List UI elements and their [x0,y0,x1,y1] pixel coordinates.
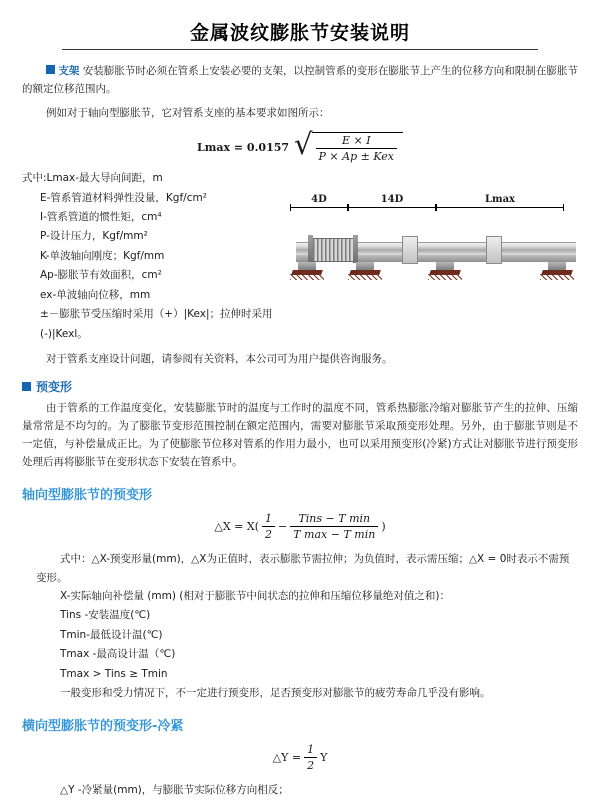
page-title: 金属波纹膨胀节安装说明 [189,22,410,44]
axial-formula-temp-ratio: $\frac{\text{Tins − T min}}{\text{T max − T min}}$ [290,512,378,541]
blue-square-icon [22,382,31,391]
title-divider [62,49,538,50]
definition-item: K-单波轴向刚度；Kgf/mm [40,249,165,262]
blue-square-icon [46,65,55,74]
axial-formula-half: $\frac{1}{2}$ [262,512,275,541]
guide-support-2 [486,236,502,264]
axial-note-5: Tmax -最高设计温（℃) [60,648,176,661]
flange-left [308,235,313,263]
predeform-section-heading: 预变形 [36,379,73,394]
anchor-support-1 [292,262,322,280]
axial-note-3: Tins -安装温度(℃) [60,609,151,622]
anchor-support-2 [350,262,380,280]
lateral-formula-rhs: Y [320,751,328,765]
bracket-section-paragraph-1 [22,62,578,98]
anchor-support-3 [430,262,460,280]
guide-support-1 [402,236,418,264]
bracket-paragraph-1-text: 安装膨胀节时必须在管系上安装必要的支架，以控制管系的变形在膨胀节上产生的位移方向和限制在膨胀节的额定位移范围内。 [22,65,578,96]
bracket-paragraph-2: 例如对于轴向型膨胀节，它对管系支座的基本要求如图所示： [46,107,330,120]
bracket-closing-text: 对于管系支座设计问题，请参阅有关资料，本公司可为用户提供咨询服务。 [46,352,393,365]
flange-right [353,235,358,263]
definition-item: ex-单波轴向位移，mm [40,288,151,301]
definition-item: Ap-膨胀节有效面积，cm² [40,269,162,282]
dimension-label-14d: 14D [348,194,436,208]
definition-item: ±－膨胀节受压缩时采用（+）|Kex|；拉伸时采用(-)|Kexl。 [40,308,273,340]
definition-list [22,169,292,344]
lateral-formula-lhs: △Y = [272,751,302,765]
dimension-label-lmax: Lmax [436,194,564,208]
axial-formula-minus: − [278,520,288,534]
predeform-section-heading-row [22,378,578,395]
anchor-support-4 [542,262,572,280]
radical-sign-icon: √ [294,127,313,162]
predeform-paragraph-1: 由于管系的工作温度变化，安装膨胀节时的温度与工作时的温度不同，管系热膨胀冷缩对膨胀节产生的拉伸、压缩量常常是不均匀的。为了膨胀节变形范围控制在额定范围内，需要对膨胀节采取预变形处理。另外，由于膨胀节则是不一定值，与补偿量成正比。为了使膨胀节位移对管系的作用力最小，也可以采用预变形(冷紧)方式让对膨胀节进行预变形处理后再将膨胀节在变形状态下安装在管系中。 [22,401,578,469]
axial-note-4: Tmin-最低设计温(℃) [60,628,163,641]
bellows-icon [312,238,356,262]
lateral-predeform-formula [22,743,578,772]
dimension-label-4d: 4D [290,194,348,208]
definition-item: P-设计压力，Kgf/mm² [40,230,148,243]
lmax-formula-lead: Lmax = 0.0157 [197,141,290,155]
axial-note-1: 式中：△X-预变形量(mm)，△X为正值时，表示膨胀节需拉伸；为负值时，表示需压缩；△X = 0时表示不需预变形。 [36,553,570,584]
expansion-joint-diagram [290,186,580,296]
lateral-note-1: △Y -冷紧量(mm)，与膨胀节实际位移方向相反； [60,784,289,797]
lateral-formula-half: $\frac{1}{2}$ [304,743,317,772]
lmax-radical [294,127,403,164]
lmax-numerator: E × I [316,134,397,149]
axial-formula-lhs: △X = X( [214,520,259,534]
definition-item: I-管系管道的惯性矩，cm⁴ [40,210,162,223]
lmax-denominator: P × Ap ± Kex [318,150,394,164]
definition-item: E-管系管道材料弹性没量，Kgf/cm² [40,191,207,204]
axial-note-2: X-实际轴向补偿量 (mm) (相对于膨胀节中间状态的拉伸和压缩位移量绝对值之和)： [60,589,450,602]
lmax-formula [22,127,578,164]
axial-predeform-formula [22,512,578,541]
pipe-illustration [290,212,580,290]
axial-predeform-heading: 轴向型膨胀节的预变形 [22,488,153,504]
diagram-dimension-row [290,186,580,208]
axial-formula-rhs: ) [381,520,386,534]
lateral-predeform-heading: 横向型膨胀节的预变形-冷紧 [22,719,184,735]
axial-note-7: 一般变形和受力情况下，不一定进行预变形，足否预变形对膨胀节的疲劳寿命几乎没有影响。 [60,687,491,700]
axial-note-6: Tmax > Tins ≥ Tmin [60,667,168,680]
definition-item: 式中:Lmax-最大导向间距，m [22,172,163,185]
bracket-section-heading: 支架 [58,65,80,77]
